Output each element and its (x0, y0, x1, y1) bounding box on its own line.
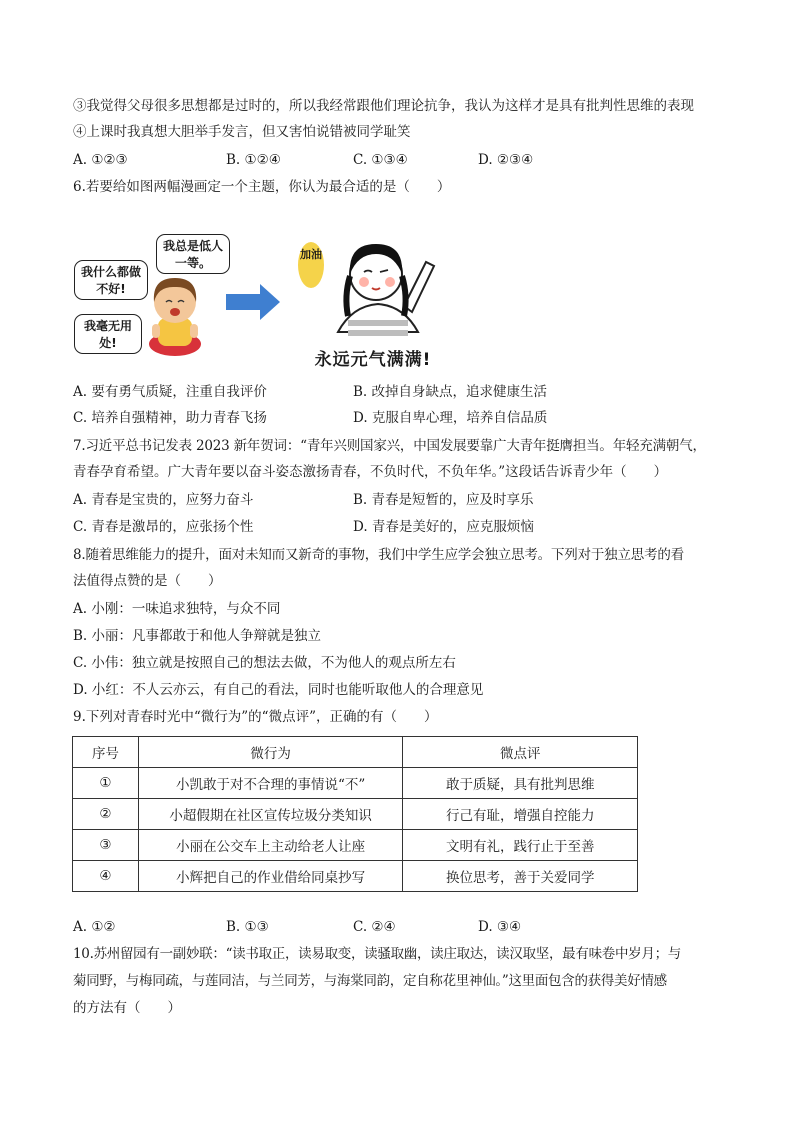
q10-stem-line3: 的方法有（ ） (73, 1000, 181, 1016)
q9-option-b: B. ①③ (226, 919, 269, 935)
comic-bubble-useless: 我毫无用处! (74, 314, 142, 354)
q6-stem: 6.若要给如图两幅漫画定一个主题，你认为最合适的是（ ） (73, 179, 451, 195)
q9-table (72, 736, 638, 892)
q8-option-a: A. 小刚：一味追求独特，与众不同 (73, 601, 281, 617)
q5-option-a: A. ①②③ (73, 152, 128, 168)
q7-stem-line2: 青春孕育希望。广大青年要以奋斗姿态激扬青春，不负时代，不负年华。”这段话告诉青少年（ ） (73, 464, 668, 480)
table-header-behavior: 微行为 (138, 737, 403, 768)
q7-option-c: C. 青春是激昂的，应张扬个性 (73, 519, 254, 535)
cheerful-girl-icon (318, 236, 438, 348)
q5-statement-4: ④上课时我真想大胆举手发言，但又害怕说错被同学耻笑 (73, 124, 411, 140)
comic-bubble-incapable: 我什么都做不好! (74, 260, 148, 300)
q7-option-b: B. 青春是短暂的，应及时享乐 (353, 492, 534, 508)
table-cell: 文明有礼，践行止于至善 (403, 830, 638, 861)
q5-statement-3: ③我觉得父母很多思想都是过时的，所以我经常跟他们理论抗争，我认为这样才是具有批判性思维的表现 (73, 98, 694, 114)
comic-bubble-inferior: 我总是低人一等。 (156, 234, 230, 274)
table-cell: 小丽在公交车上主动给老人让座 (138, 830, 403, 861)
q8-option-d: D. 小红：不人云亦云，有自己的看法，同时也能听取他人的合理意见 (73, 682, 484, 698)
table-cell: ④ (73, 861, 139, 892)
q7-option-d: D. 青春是美好的，应克服烦恼 (353, 519, 534, 535)
q9-option-a: A. ①② (73, 919, 116, 935)
q5-option-d: D. ②③④ (478, 152, 534, 168)
table-cell: 小凯敢于对不合理的事情说“不” (138, 768, 403, 799)
q7-stem-line1: 7.习近平总书记发表 2023 新年贺词：“青年兴则国家兴，中国发展要靠广大青年挺膺担当。年轻充满朝气， (73, 438, 706, 454)
table-cell: 敢于质疑，具有批判思维 (403, 768, 638, 799)
q9-option-c: C. ②④ (353, 919, 396, 935)
q5-option-b: B. ①②④ (226, 152, 281, 168)
table-cell: 行己有耻，增强自控能力 (403, 799, 638, 830)
arrow-right-icon (226, 282, 282, 322)
table-header-row (73, 737, 638, 768)
table-row (73, 830, 638, 861)
q6-option-c: C. 培养自强精神，助力青春飞扬 (73, 410, 267, 426)
comic-caption: 永远元气满满! (314, 350, 432, 370)
table-cell: ② (73, 799, 139, 830)
sad-child-icon (142, 272, 208, 358)
q8-stem-line1: 8.随着思维能力的提升，面对未知而又新奇的事物，我们中学生应学会独立思考。下列对于独立思考的看 (73, 547, 684, 563)
q9-stem: 9.下列对青春时光中“微行为”的“微点评”，正确的有（ ） (73, 709, 438, 725)
table-cell: ① (73, 768, 139, 799)
table-header-index: 序号 (73, 737, 139, 768)
table-cell: 小辉把自己的作业借给同桌抄写 (138, 861, 403, 892)
table-cell: 换位思考，善于关爱同学 (403, 861, 638, 892)
q5-option-c: C. ①③④ (353, 152, 408, 168)
q8-option-c: C. 小伟：独立就是按照自己的想法去做，不为他人的观点所左右 (73, 655, 456, 671)
cheer-sign-icon: 加油 (298, 242, 324, 288)
table-cell: ③ (73, 830, 139, 861)
table-cell: 小超假期在社区宣传垃圾分类知识 (138, 799, 403, 830)
q10-stem-line1: 10.苏州留园有一副妙联：“读书取正，读易取变，读骚取幽，读庄取达，读汉取坚，最有味卷中岁月；与 (73, 946, 681, 962)
q9-option-d: D. ③④ (478, 919, 522, 935)
q8-stem-line2: 法值得点赞的是（ ） (73, 573, 222, 589)
table-row (73, 799, 638, 830)
table-row (73, 861, 638, 892)
q7-option-a: A. 青春是宝贵的，应努力奋斗 (73, 492, 254, 508)
q10-stem-line2: 菊同野，与梅同疏，与莲同洁，与兰同芳，与海棠同韵，定自称花里神仙。”这里面包含的获得美好情感 (73, 973, 667, 989)
q8-option-b: B. 小丽：凡事都敢于和他人争辩就是独立 (73, 628, 322, 644)
table-header-comment: 微点评 (403, 737, 638, 768)
table-row (73, 768, 638, 799)
q6-option-b: B. 改掉自身缺点，追求健康生活 (353, 384, 548, 400)
q6-comic-illustration (70, 228, 450, 378)
q6-option-d: D. 克服自卑心理，培养自信品质 (353, 410, 548, 426)
q6-option-a: A. 要有勇气质疑，注重自我评价 (73, 384, 267, 400)
